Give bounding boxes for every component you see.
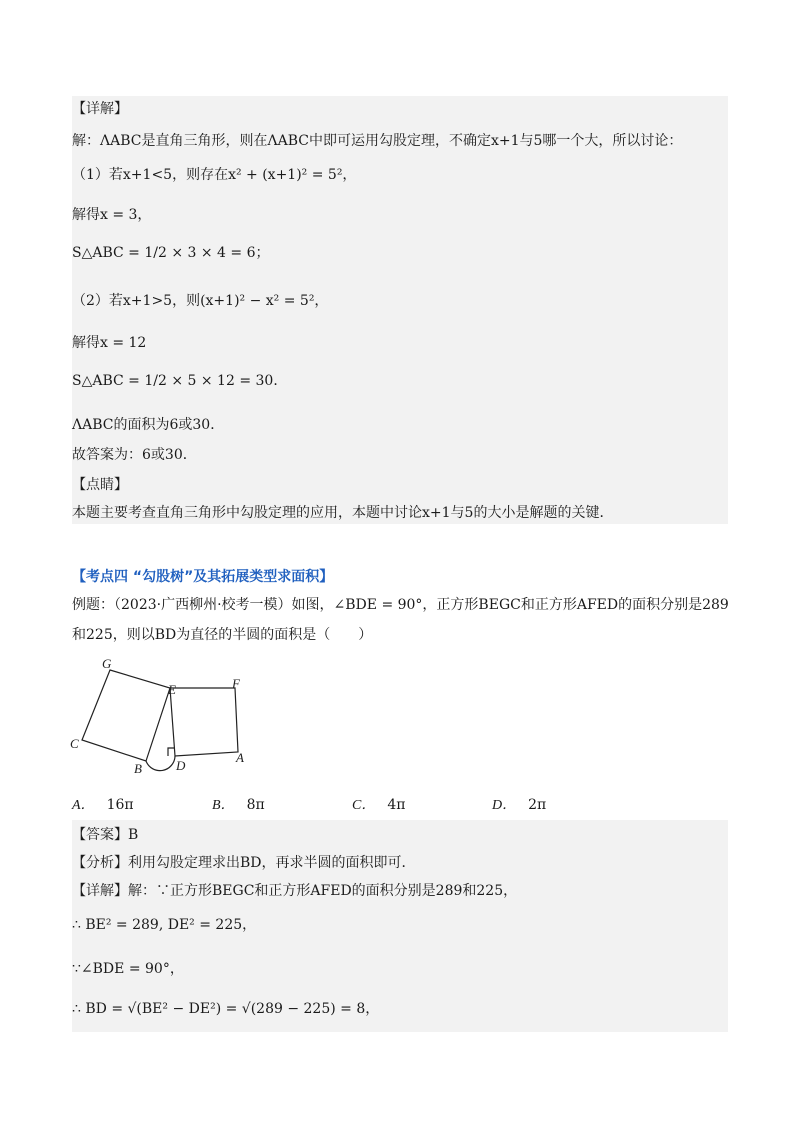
comment-text: 本题主要考查直角三角形中勾股定理的应用，本题中讨论x+1与5的大小是解题的关键． — [72, 505, 614, 521]
case-1-result: 解得x = 3， — [72, 207, 152, 223]
step-3: ∴ BD = √(BE² − DE²) = √(289 − 225) = 8， — [72, 1001, 380, 1017]
case-2-result: 解得x = 12 — [72, 335, 147, 351]
choice-b-value: 8π — [246, 797, 265, 813]
semicircle — [146, 756, 175, 771]
label-b: B — [134, 761, 142, 776]
label-f: F — [232, 676, 240, 691]
solution-intro: 解：ΛABC是直角三角形，则在ΛABC中即可运用勾股定理，不确定x+1与5哪一个大，所以讨论： — [72, 133, 683, 149]
answer-line: 【答案】B — [72, 827, 139, 843]
square-afed — [170, 688, 238, 756]
choice-c-value: 4π — [387, 797, 406, 813]
label-d: D — [176, 758, 186, 773]
label-g: G — [102, 658, 112, 671]
section-title: 【考点四 “勾股树”及其拓展类型求面积】 — [72, 569, 334, 585]
label-a: A — [236, 750, 244, 765]
choice-a-label: A． — [72, 798, 95, 813]
choice-d[interactable] — [492, 794, 546, 814]
square-begc — [82, 670, 170, 761]
geometry-figure — [70, 658, 270, 788]
solution-block-2 — [72, 820, 728, 1032]
detail-header: 【详解】 — [72, 101, 128, 117]
case-2-area: S△ABC = 1/2 × 5 × 12 = 30． — [72, 373, 288, 389]
choice-a-value: 16π — [106, 797, 134, 813]
choice-b[interactable] — [212, 794, 265, 814]
case-2: （2）若x+1>5，则(x+1)² − x² = 5²， — [72, 293, 329, 309]
label-c: C — [70, 736, 79, 751]
choice-c-label: C． — [352, 798, 376, 813]
choice-b-label: B． — [212, 798, 235, 813]
comment-header: 【点睛】 — [72, 477, 128, 493]
example-line-1: 例题：（2023·广西柳州·校考一模）如图，∠BDE = 90°，正方形BEGC和正方形AFED的面积分别是289 — [72, 597, 729, 613]
case-1: （1）若x+1<5，则存在x² + (x+1)² = 5²， — [72, 167, 357, 183]
final-answer: 故答案为：6或30． — [72, 447, 197, 463]
choice-a[interactable] — [72, 794, 134, 814]
example-line-2: 和225，则以BD为直径的半圆的面积是（ ） — [72, 627, 373, 643]
analysis-line: 【分析】利用勾股定理求出BD，再求半圆的面积即可． — [72, 855, 416, 871]
choice-d-label: D． — [492, 798, 517, 813]
choice-c[interactable] — [352, 794, 405, 814]
detail-line: 【详解】解：∵正方形BEGC和正方形AFED的面积分别是289和225， — [72, 883, 518, 899]
choice-d-value: 2π — [528, 797, 547, 813]
step-1: ∴ BE² = 289, DE² = 225， — [72, 917, 257, 933]
area-conclusion: ΛABC的面积为6或30． — [72, 417, 225, 433]
case-1-area: S△ABC = 1/2 × 3 × 4 = 6； — [72, 245, 270, 261]
step-2: ∵∠BDE = 90°， — [72, 961, 184, 977]
label-e: E — [168, 682, 176, 697]
solution-block-1 — [72, 96, 728, 524]
